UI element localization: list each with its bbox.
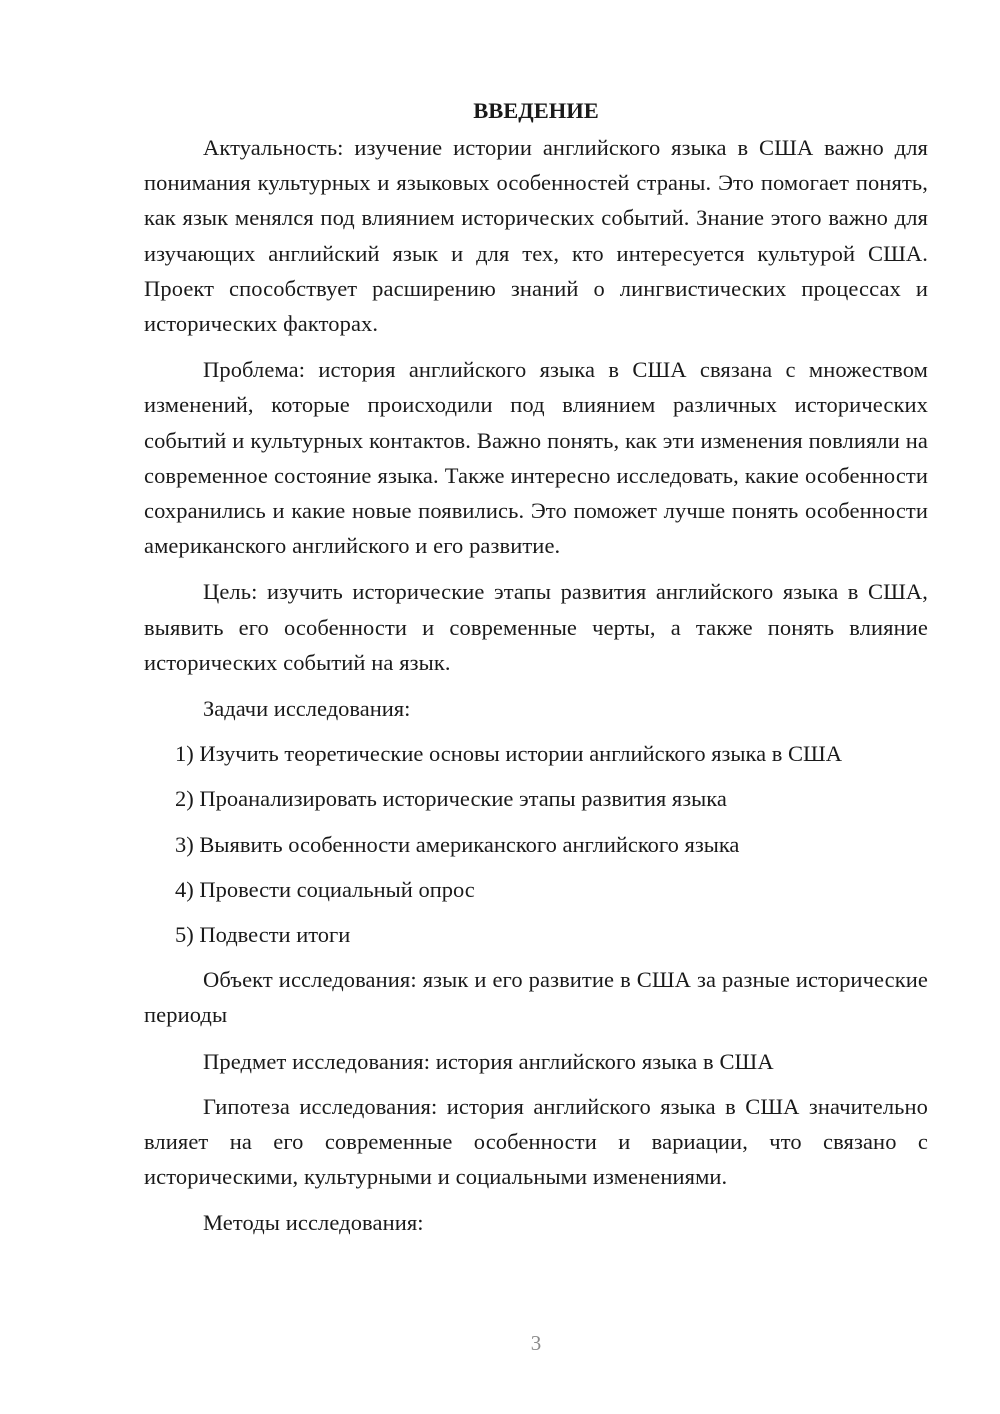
- page-content: [144, 93, 928, 1251]
- list-item-task-1: 1) Изучить теоретические основы истории английского языка в США: [175, 741, 842, 767]
- paragraph-subject: Предмет исследования: история английского языка в США: [203, 1048, 774, 1074]
- page-number: 3: [530, 1331, 542, 1355]
- paragraph-object: Объект исследования: язык и его развитие в США за разные исторические периоды: [144, 967, 928, 1028]
- tasks-heading: Задачи исследования:: [203, 696, 411, 722]
- paragraph-methods: Методы исследования:: [203, 1210, 424, 1236]
- list-item-task-2: 2) Проанализировать исторические этапы развития языка: [175, 786, 727, 812]
- tasks-list: [144, 736, 928, 952]
- paragraph-hypothesis: Гипотеза исследования: история английского языка в США значительно влияет на его современные особенности и вариации, что связано с историческими, культурными и социальными изменениями.: [144, 1093, 928, 1190]
- paragraph-relevance: Актуальность: изучение истории английского языка в США важно для понимания культурных и языковых особенностей страны. Это помогает понять, как язык менялся под влиянием исторических событий. Знание этого важно для изучающих английский язык и для тех, кто интересуется культурой США. Проект способствует расширению знаний о лингвистических процессах и исторических факторах.: [144, 135, 928, 337]
- list-item-task-3: 3) Выявить особенности американского английского языка: [175, 831, 740, 857]
- section-title: ВВЕДЕНИЕ: [473, 98, 599, 123]
- list-item-task-4: 4) Провести социальный опрос: [175, 876, 475, 902]
- paragraph-problem: Проблема: история английского языка в США связана с множеством изменений, которые происходили под влиянием различных исторических событий и культурных контактов. Важно понять, как эти изменения повлияли на современное состояние языка. Также интересно исследовать, какие особенности сохранились и какие новые появились. Это поможет лучше понять особенности американского английского и его развитие.: [144, 357, 928, 559]
- paragraph-goal: Цель: изучить исторические этапы развития английского языка в США, выявить его особенности и современные черты, а также понять влияние исторических событий на язык.: [144, 579, 928, 675]
- list-item-task-5: 5) Подвести итоги: [175, 922, 351, 948]
